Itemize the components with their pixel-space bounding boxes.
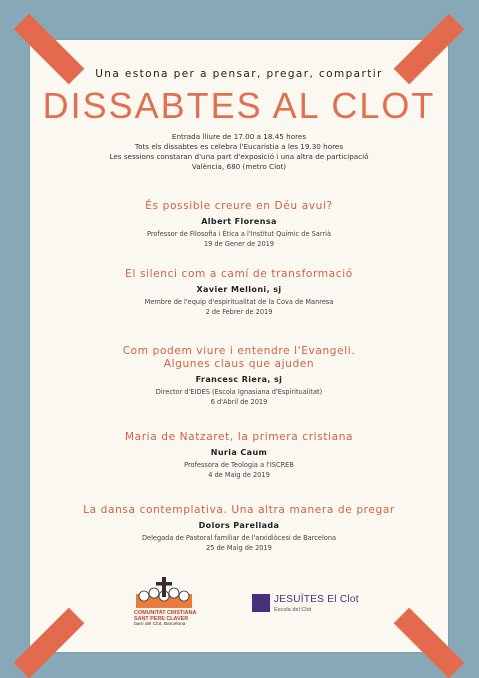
talk-role: Professora de Teologia a l'ISCREB [184,461,294,469]
talk-item [30,345,448,407]
jesuits-brand-word: JESUÏTES [274,594,325,605]
talk-role: Delegada de Pastoral familiar de l'arxidiòcesi de Barcelona [141,534,337,542]
talk-speaker: Nuria Caum [210,448,268,457]
poster-paper [30,40,448,652]
event-info [30,132,448,172]
community-logo [134,576,196,634]
jesuits-brand [274,594,359,605]
talk-speaker: Albert Florensa [201,217,277,226]
talk-item [30,268,448,317]
talk-item [30,504,448,553]
info-eucharist: Tots els dissabtes es celebra l'Eucaristia a les 19.30 hores [134,142,344,151]
talk-speaker: Xavier Melloni, sj [196,285,282,294]
community-emblem-icon [134,576,194,610]
talk-title: La dansa contemplativa. Una altra manera de pregar [83,504,395,516]
tagline: Una estona per a pensar, pregar, compartir [95,68,383,80]
talk-title: El silenci com a camí de transformació [125,268,353,280]
talk-role: Professor de Filosofia i Ètica a l'Institut Químic de Sarrià [146,230,332,238]
poster-content [30,40,448,652]
community-location: barri del Clot, Barcelona [134,622,186,627]
jesuits-logo [252,590,372,620]
talk-date: 25 de Maig de 2019 [206,544,272,552]
jesuits-square-icon [252,594,270,612]
jesuits-brand-place: El Clot [327,594,359,605]
community-name-line1: COMUNITAT CRISTIANA [134,610,197,616]
talk-title-line2: Algunes claus que ajuden [163,358,315,370]
talk-title: Maria de Natzaret, la primera cristiana [124,431,354,443]
jesuits-school: Escola del Clot [274,607,312,613]
talk-item [30,200,448,249]
talk-title: Com podem viure i entendre l'Evangeli. [122,345,356,357]
talk-speaker: Dolors Parellada [198,521,280,530]
talk-date: 2 de Febrer de 2019 [205,308,273,316]
talk-title: És possible creure en Déu avui? [145,200,333,212]
talk-role: Membre de l'equip d'espiritualitat de la Cova de Manresa [144,298,334,306]
community-name-line2: SANT PERE CLAVER [134,616,189,622]
talk-date: 6 d'Abril de 2019 [210,398,268,406]
talk-speaker: Francesc Riera, sj [195,375,283,384]
poster-title: DISSABTES AL CLOT [42,85,436,126]
info-address: València, 680 (metro Clot) [191,162,287,171]
talk-date: 4 de Maig de 2019 [208,471,270,479]
sponsor-logos [30,576,448,636]
talk-role: Director d'EIDES (Escola Ignasiana d'Espiritualitat) [155,388,323,396]
info-sessions: Les sessions constaran d'una part d'exposició i una altra de participació [109,152,369,161]
talk-date: 19 de Gener de 2019 [203,240,275,248]
talk-item [30,431,448,480]
info-hours: Entrada lliure de 17.00 a 18.45 hores [171,132,307,141]
